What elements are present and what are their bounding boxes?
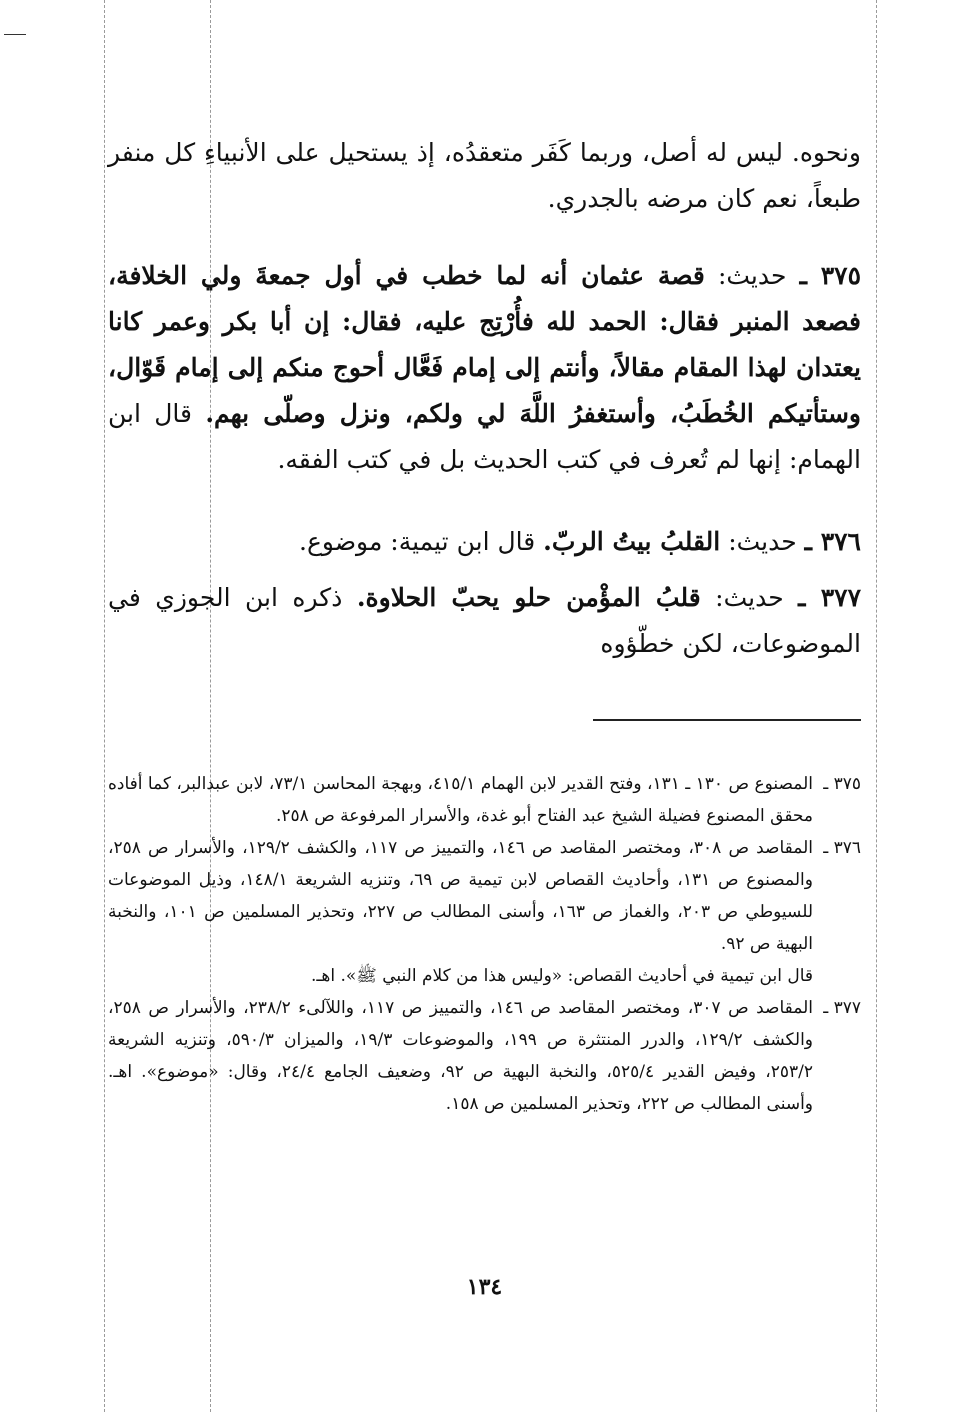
- entry-number: ٣٧٧ ـ: [798, 583, 862, 612]
- paragraph-text: ونحوه. ليس له أصل، وربما كَفَر متعقدُه، إذ يستحيل على الأنبياءِ كل منفر طبعاً، نعم كان مرضه بالجدري.: [108, 138, 861, 213]
- scan-guide-line: [876, 0, 877, 1412]
- page-content: [108, 0, 861, 1412]
- entry-lead: حديث:: [717, 261, 787, 290]
- footnote-number: ٣٧٥ ـ: [823, 774, 861, 794]
- hadith-entry-376: [108, 519, 861, 565]
- hadith-text: القلبُ بيتُ الربّ.: [543, 527, 721, 556]
- footnote-separator: [593, 719, 861, 721]
- entry-comment: ذكره ابن الجوزي في الموضوعات، لكن خطّؤوه: [108, 583, 861, 658]
- entry-lead: حديث:: [728, 527, 797, 556]
- footnote-375: [108, 768, 861, 832]
- paragraph-continuation: [108, 130, 861, 222]
- footnote-number: ٣٧٧ ـ: [823, 998, 861, 1018]
- scan-guide-line: [104, 0, 105, 1412]
- hadith-text: قلبُ المؤْمن حلو يحبّ الحلاوة.: [356, 583, 701, 612]
- entry-number: ٣٧٦ ـ: [804, 527, 861, 556]
- footnote-text: قال ابن تيمية في أحاديث القصاص: «وليس هذا من كلام النبي ﷺ». اهـ.: [311, 966, 813, 986]
- footnote-377: [108, 992, 861, 1120]
- footnote-text: المصنوع ص ١٣٠ ـ ١٣١، وفتح القدير لابن الهمام ٤١٥/١، وبهجة المحاسن ٧٣/١، لابن عبدالبر، كما أفاده محقق المصنوع فضيلة الشيخ عبد الفتاح أبو غدة، والأسرار المرفوعة ص ٢٥٨.: [108, 774, 813, 826]
- hadith-entry-375: [108, 253, 861, 483]
- footnote-376: [108, 832, 861, 960]
- footnote-376-quote: [108, 960, 861, 992]
- hadith-entry-377: [108, 575, 861, 667]
- footnotes: [108, 768, 861, 1120]
- page-number: ١٣٤: [466, 1274, 503, 1300]
- scan-edge-mark: [4, 34, 26, 35]
- entry-comment: قال ابن تيمية: موضوع.: [299, 527, 536, 556]
- entry-comment: قال ابن الهمام: إنها لم تُعرف في كتب الحديث بل في كتب الفقه.: [108, 399, 861, 474]
- footnote-text: المقاصد ص ٣٠٨، ومختصر المقاصد ص ١٤٦، والتمييز ص ١١٧، والكشف ١٢٩/٢، والأسرار ص ٢٥٨، والمصنوع ص ١٣١، وأحاديث القصاص لابن تيمية ص ٦٩، وتنزيه الشريعة ١٤٨/١، وذيل الموضوعات للسيوطي ص ٢٠٣، والغماز ص ١٦٣، وأسنى المطالب ص ٢٢٧، وتحذير المسلمين ص ١٠١، والنخبة البهية ص ٩٢.: [108, 838, 814, 954]
- entry-number: ٣٧٥ ـ: [799, 261, 862, 290]
- entry-lead: حديث:: [715, 583, 784, 612]
- footnote-number: ٣٧٦ ـ: [823, 838, 861, 858]
- footnote-text: المقاصد ص ٣٠٧، ومختصر المقاصد ص ١٤٦، والتمييز ص ١١٧، واللآلىء ٢٣٨/٢، والأسرار ص ٢٥٨، والكشف ١٢٩/٢، والدرر المنتثرة ص ١٩٩، والموضوعات ١٩/٣، والميزان ٥٩٠/٣، وتنزيه الشريعة ٢٥٣/٢، وفيض القدير ٥٢٥/٤، والنخبة البهية ص ٩٢، وضعيف الجامع ٢٤/٤، وقال: «موضوع». اهـ. وأسنى المطالب ص ٢٢٢، وتحذير المسلمين ص ١٥٨.: [108, 998, 814, 1114]
- hadith-text: قصة عثمان أنه لما خطب في أول جمعةَ ولي الخلافة، فصعد المنبر فقال: الحمد لله فأُرْتِج عليه، فقال: إن أبا بكر وعمر كانا يعتدان لهذا المقام مقالاً، وأنتم إلى إمام فَعَّال أحوج منكم إلى إمام قَوّال، وستأتيكم الخُطَبُ، وأستغفرُ اللَّهَ لي ولكم، ونزل وصلّى بهم.: [108, 261, 861, 428]
